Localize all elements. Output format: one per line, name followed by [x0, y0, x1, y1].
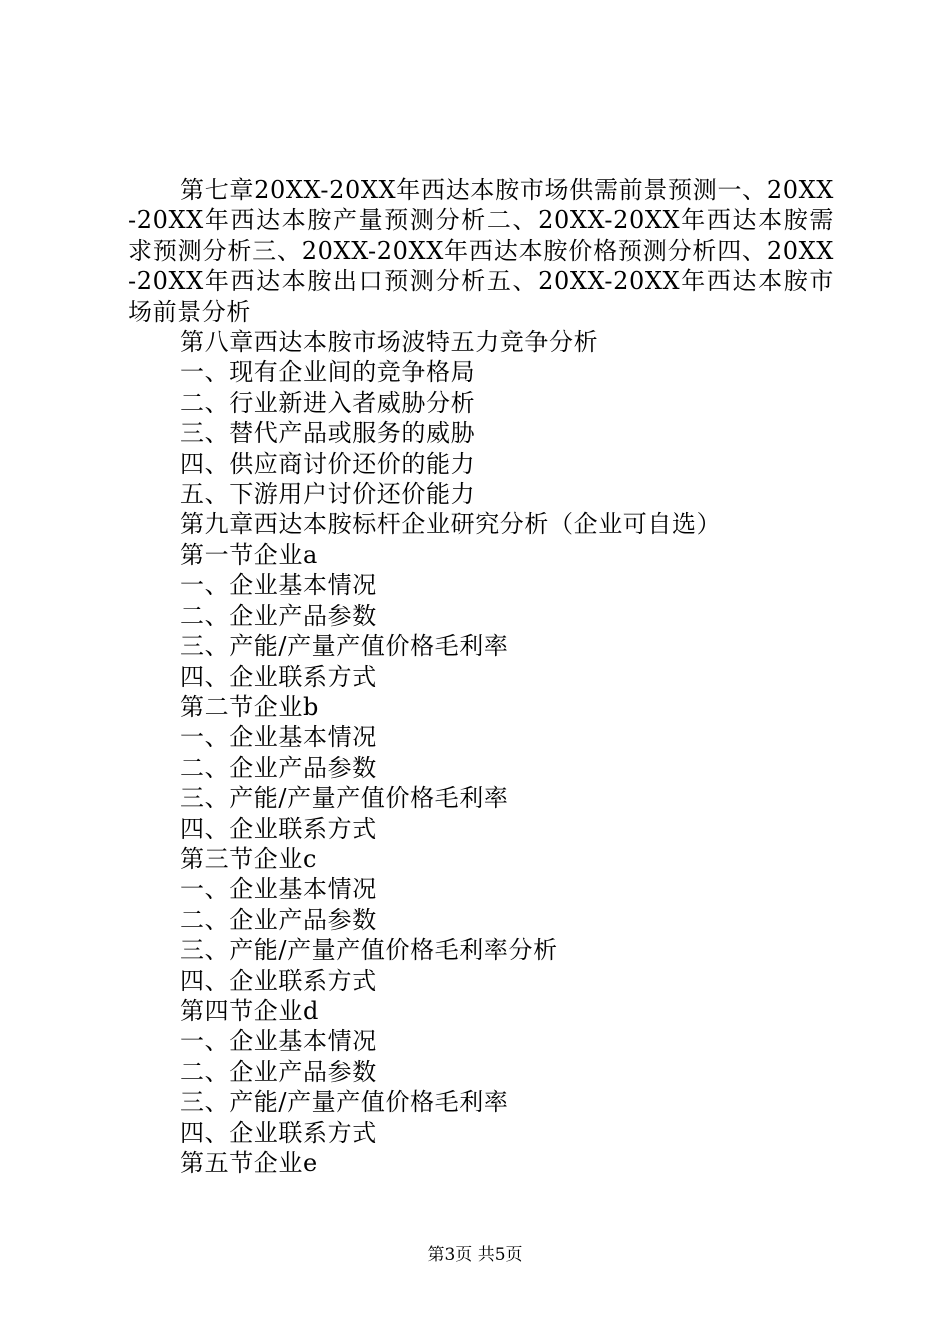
outline-item: 一、企业基本情况	[180, 571, 377, 600]
outline-item: 三、产能/产量产值价格毛利率	[180, 784, 509, 813]
outline-item: 三、产能/产量产值价格毛利率	[180, 1088, 509, 1117]
outline-item: 四、企业联系方式	[180, 966, 377, 995]
outline-item: 一、现有企业间的竞争格局	[180, 358, 476, 387]
outline-item: 四、企业联系方式	[180, 1118, 377, 1147]
section-heading: 第三节企业c	[180, 844, 318, 873]
section-heading: 第五节企业e	[180, 1149, 318, 1177]
outline-item: 二、行业新进入者威胁分析	[180, 388, 476, 417]
section-heading: 第四节企业d	[180, 996, 319, 1025]
outline-lines	[128, 327, 834, 1178]
outline-item: 四、企业联系方式	[180, 662, 377, 691]
outline-item: 二、企业产品参数	[180, 1057, 377, 1086]
outline-item: 二、企业产品参数	[180, 905, 377, 934]
outline-item: 二、企业产品参数	[180, 601, 377, 630]
outline-item: 一、企业基本情况	[180, 1027, 377, 1056]
section-heading: 第二节企业b	[180, 692, 319, 721]
chapter-heading: 第八章西达本胺市场波特五力竞争分析	[180, 328, 599, 357]
chapter-heading: 第九章西达本胺标杆企业研究分析（企业可自选）	[180, 510, 722, 539]
outline-item: 一、企业基本情况	[180, 723, 377, 752]
outline-item: 五、下游用户讨价还价能力	[180, 480, 476, 509]
outline-item: 三、产能/产量产值价格毛利率分析	[180, 936, 558, 965]
document-body	[128, 175, 834, 1178]
outline-item: 二、企业产品参数	[180, 753, 377, 782]
outline-item: 一、企业基本情况	[180, 875, 377, 904]
page-number-footer: 第3页 共5页	[427, 1245, 523, 1265]
outline-item: 四、企业联系方式	[180, 814, 377, 843]
outline-item: 三、替代产品或服务的威胁	[180, 419, 476, 448]
outline-item: 四、供应商讨价还价的能力	[180, 449, 476, 478]
section-heading: 第一节企业a	[180, 540, 318, 569]
outline-item: 三、产能/产量产值价格毛利率	[180, 632, 509, 661]
chapter-seven-paragraph: 第七章20XX-20XX年西达本胺市场供需前景预测一、20XX-20XX年西达本胺产量预测分析二、20XX-20XX年西达本胺需求预测分析三、20XX-20XX年西达本胺价格预测分析四、20XX-20XX年西达本胺出口预测分析五、20XX-20XX年西达本胺市场前景分析	[128, 176, 834, 326]
